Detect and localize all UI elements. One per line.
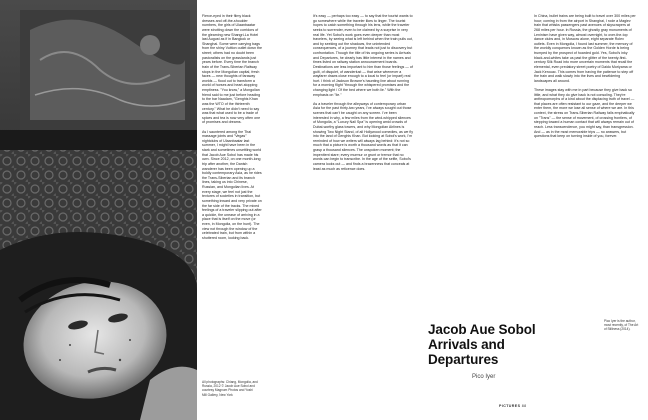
paragraph: In China, bullet trains are being built to travel over 300 miles per hour; coming in from the airport in Shanghai, I rode a Maglev train that whisks passengers past avenues of skyscrapers at 268 miles per hour. In Russia, the ghostly gray monuments of Leninism have given way, almost overnight, to over-the-top dance clubs and, in Moscow alone, eight separate Rolex outlets. Even in Mongolia, I found last summer, the memory of the worldly conquerors known as the Golden Horde is being trumped by the prospect of hoarded gold. Yes, Sobol's inky black-and-whites take us past the glitter of the twenty-first-century Silk Road into more uncertain moments that recall the elemental, even predatory street poetry of Daido Moriyama or Jack Kerouac. This comes from having the patience to step off the train and walk slowly into the lives and bewildering landscapes all around. bbox=[534, 14, 636, 83]
text-column-3 bbox=[534, 14, 636, 143]
photo-credit-caption: All photographs: Chiang, Mongolia, and Russia, 2012 © Jacob Aue Sobol and courtesy Magnum Photos and Yoshi Mill Gallery, New York bbox=[202, 380, 258, 397]
paragraph: Fierce-eyed in their filmy black dresses and off-the-shoulder numbers, the girls of Ulaanbaatar were strutting down the corridors of the gleaming new Shangri-La Hotel last August as if in Bangkok or Shanghai. Some were carrying bags from the shiny Vuitton outlet down the street; others had no doubt been pastoralists on the grasslands just years before. Every time the branch train of the Trans-Siberian Railway stops in the Mongolian capital, fresh faces — new thoughts of faraway worlds — flood out to transform a world of horses and heart-stopping emptiness. "You know," a Mongolian friend said to me just before heading to the bar Naadam, "Genghis Khan was the WTO of the thirteenth century." What he didn't need to say was that what used to be a trade of spices and tea is now very often one of promises and dreams. bbox=[202, 14, 262, 125]
text-column-2 bbox=[313, 14, 413, 176]
text-column-1 bbox=[202, 14, 262, 245]
author-byline: Pico Iyer bbox=[472, 374, 496, 380]
article-title-block bbox=[428, 322, 538, 380]
photo-illustration bbox=[0, 0, 197, 420]
portrait-photograph bbox=[0, 0, 197, 420]
article-title bbox=[428, 322, 538, 367]
paragraph: It's easy — perhaps too easy — to say that the tourist wants to go somewhere while the traveler likes to linger. The tourist hopes to catch something through his lens, while the traveler seeks to surrender, even to be claimed by a surprise in very real life. Yet Sobol's work goes even deeper than most travelers, by seeing what is left behind when the train pulls out, and by seeking out the shadows, the unintended consequences, of a journey that leads not just to discovery but confrontation. Though the title of his ongoing series is Arrivals and Departures, he clearly has little interest in the names and times listed on railway station announcement boards. Destinations are less important to him than those feelings — of guilt, of disquiet, of wanderlust — that arise whenever a wayfarer draws close enough to a local to feel (or impart) real hurt. I think of Jackson Browne's haunting line about running for a morning flight "through the whispered promises and the changing light / Of the bed where we both lie." With the emphasis on "lie." bbox=[313, 14, 413, 97]
title-line-2: Arrivals and Departures bbox=[428, 337, 505, 367]
title-line-1: Jacob Aue Sobol bbox=[428, 322, 536, 337]
page-folio bbox=[499, 404, 527, 408]
paragraph: These images stay with me in part because they give back so little, and what they do give back is not consoling. They're anthropomorphs of a kind about the displacing truth of travel — that places are often resistant to our gaze, and the deeper we enter them, the more we lose all sense of where we are. In this context, the stress on Trans-Siberian Railway falls emphatically on "Trans" — the sense of movement, of crossing frontiers, of stepping toward a human contact that will always remain out of reach. Less transcendence, you might say, than transgression. And — as in the most memorable trips — no answers, but questions that keep on turning inside of you, forever. bbox=[534, 87, 635, 139]
folio-page-number: 88 bbox=[521, 404, 527, 408]
paragraph: As I sauntered among the Thai massage joints and "Vegas" nightclubs of Ulaanbaatar last summer, I might have been in the stark and sometimes unsettling world that Jacob Aue Sobol has made his own. Since 2012, on one month-long trip after another, the Danish wanderer has been opening up a boldly contemporary Asia, as he rides the Trans-Siberian and its branch lines, taking us into Chinese, Russian, and Mongolian lives. At every stage, we feel not just the textures of societies in transition, but something inward and very private on the far side of the tracks. The mixed feelings of a traveler slipping out after a quickie, the unease of arriving in a place that is itself on the move (or even, in Mongolia, on the hunt). The view not through the window of the celebrated train, but from within a shuttered room, looking back. bbox=[202, 129, 262, 240]
folio-section: PICTURES bbox=[499, 404, 521, 408]
author-bio-caption: Pico Iyer is the author, most recently, of The Art of Stillness (2014). bbox=[604, 319, 639, 332]
paragraph: As a traveler through the alleyways of contemporary urban Asia for the past thirty-two years, I've always sought out those scenes that can't be caught on any screen. I've been interested in why, a few miles from the wind-whipped silences of Mongolia, a "Luxury Nail Spa" is opening amid crowds of Dubai-worthy glass towers, and why Mongolian Airlines is showing Two Night Stand, of all Hollywood comedies, as we fly into the land of Genghis Khan. But looking at Sobol's work, I'm reminded of how we writers will always lag behind: it's not so much that a picture is worth a thousand words as that it can grasp a thousand silences. The unspoken moment; the impenitent stare; every murmur or grunt or tremor that no words can begin to transcribe. In the age of the selfie, Sobol's camera looks out — and finds a brazenness that conceals at least as much as reticence does. bbox=[313, 101, 414, 171]
